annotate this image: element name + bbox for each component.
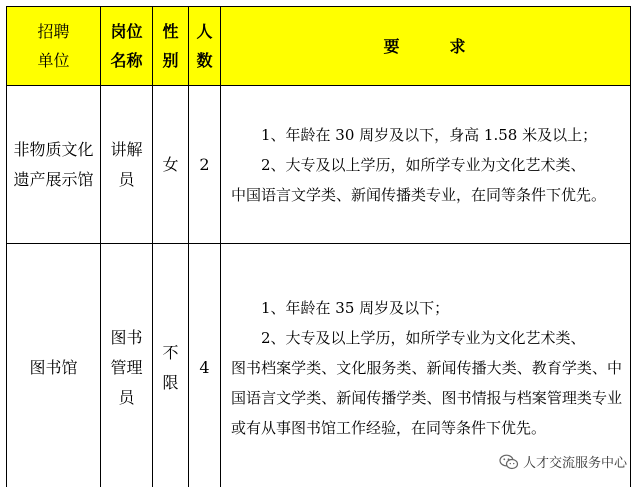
table-header (7, 7, 631, 86)
gender-text: 不限 (162, 343, 179, 392)
requirement-line: 中国语言文学类、新闻传播类专业，在同等条件下优先。 (231, 185, 607, 204)
requirement-line: 2、大专及以上学历，如所学专业为文化艺术类、 (261, 329, 586, 347)
requirement-line: 2、大专及以上学历，如所学专业为文化艺术类、 (261, 155, 586, 174)
header-unit-line2: 单位 (37, 51, 70, 70)
header-row (7, 7, 631, 86)
cell-requirements (221, 86, 631, 244)
cell-unit (7, 244, 101, 487)
cell-unit (7, 86, 101, 244)
requirement-line: 1、年龄在 30 周岁及以下，身高 1.58 米及以上； (261, 125, 598, 144)
cell-gender (153, 86, 189, 244)
table-body (7, 86, 631, 487)
unit-text: 图书馆 (29, 358, 78, 377)
table-row (7, 244, 631, 487)
cell-position (101, 86, 153, 244)
watermark (499, 452, 627, 471)
requirement-line: 图书档案学类、文化服务类、新闻传播大类、教育学类、中国语言文学类、新闻传播学类、图书情报与档案管理类专业或有从事图书馆工作经验，在同等条件下优先。 (231, 359, 622, 437)
header-count (189, 7, 221, 86)
position-text: 图书管理员 (110, 328, 143, 407)
cell-position (101, 244, 153, 487)
header-gender-line1: 性 (162, 22, 179, 41)
cell-count (189, 86, 221, 244)
position-text: 讲解员 (110, 139, 143, 189)
unit-text: 非物质文化遗产展示馆 (13, 139, 94, 189)
wechat-icon (499, 454, 519, 470)
cell-count (189, 244, 221, 487)
cell-gender (153, 244, 189, 487)
watermark-text: 人才交流服务中心 (522, 456, 627, 471)
header-position (101, 7, 153, 86)
table-row (7, 86, 631, 244)
requirement-line: 1、年龄在 35 周岁及以下； (261, 299, 450, 317)
header-gender (153, 7, 189, 86)
header-gender-line2: 别 (162, 51, 179, 70)
header-count-line1: 人 (196, 22, 213, 41)
header-unit (7, 7, 101, 86)
count-text: 2 (199, 154, 210, 174)
cell-requirements (221, 244, 631, 487)
recruitment-table (6, 6, 631, 487)
header-unit-line1: 招聘 (37, 22, 70, 41)
header-position-line2: 名称 (110, 51, 143, 70)
header-requirements-char2: 求 (449, 36, 468, 56)
header-position-line1: 岗位 (110, 22, 143, 41)
gender-text: 女 (162, 154, 179, 174)
count-text: 4 (199, 358, 210, 377)
header-requirements-char1: 要 (383, 36, 402, 56)
header-count-line2: 数 (196, 51, 213, 70)
header-requirements (221, 7, 631, 86)
